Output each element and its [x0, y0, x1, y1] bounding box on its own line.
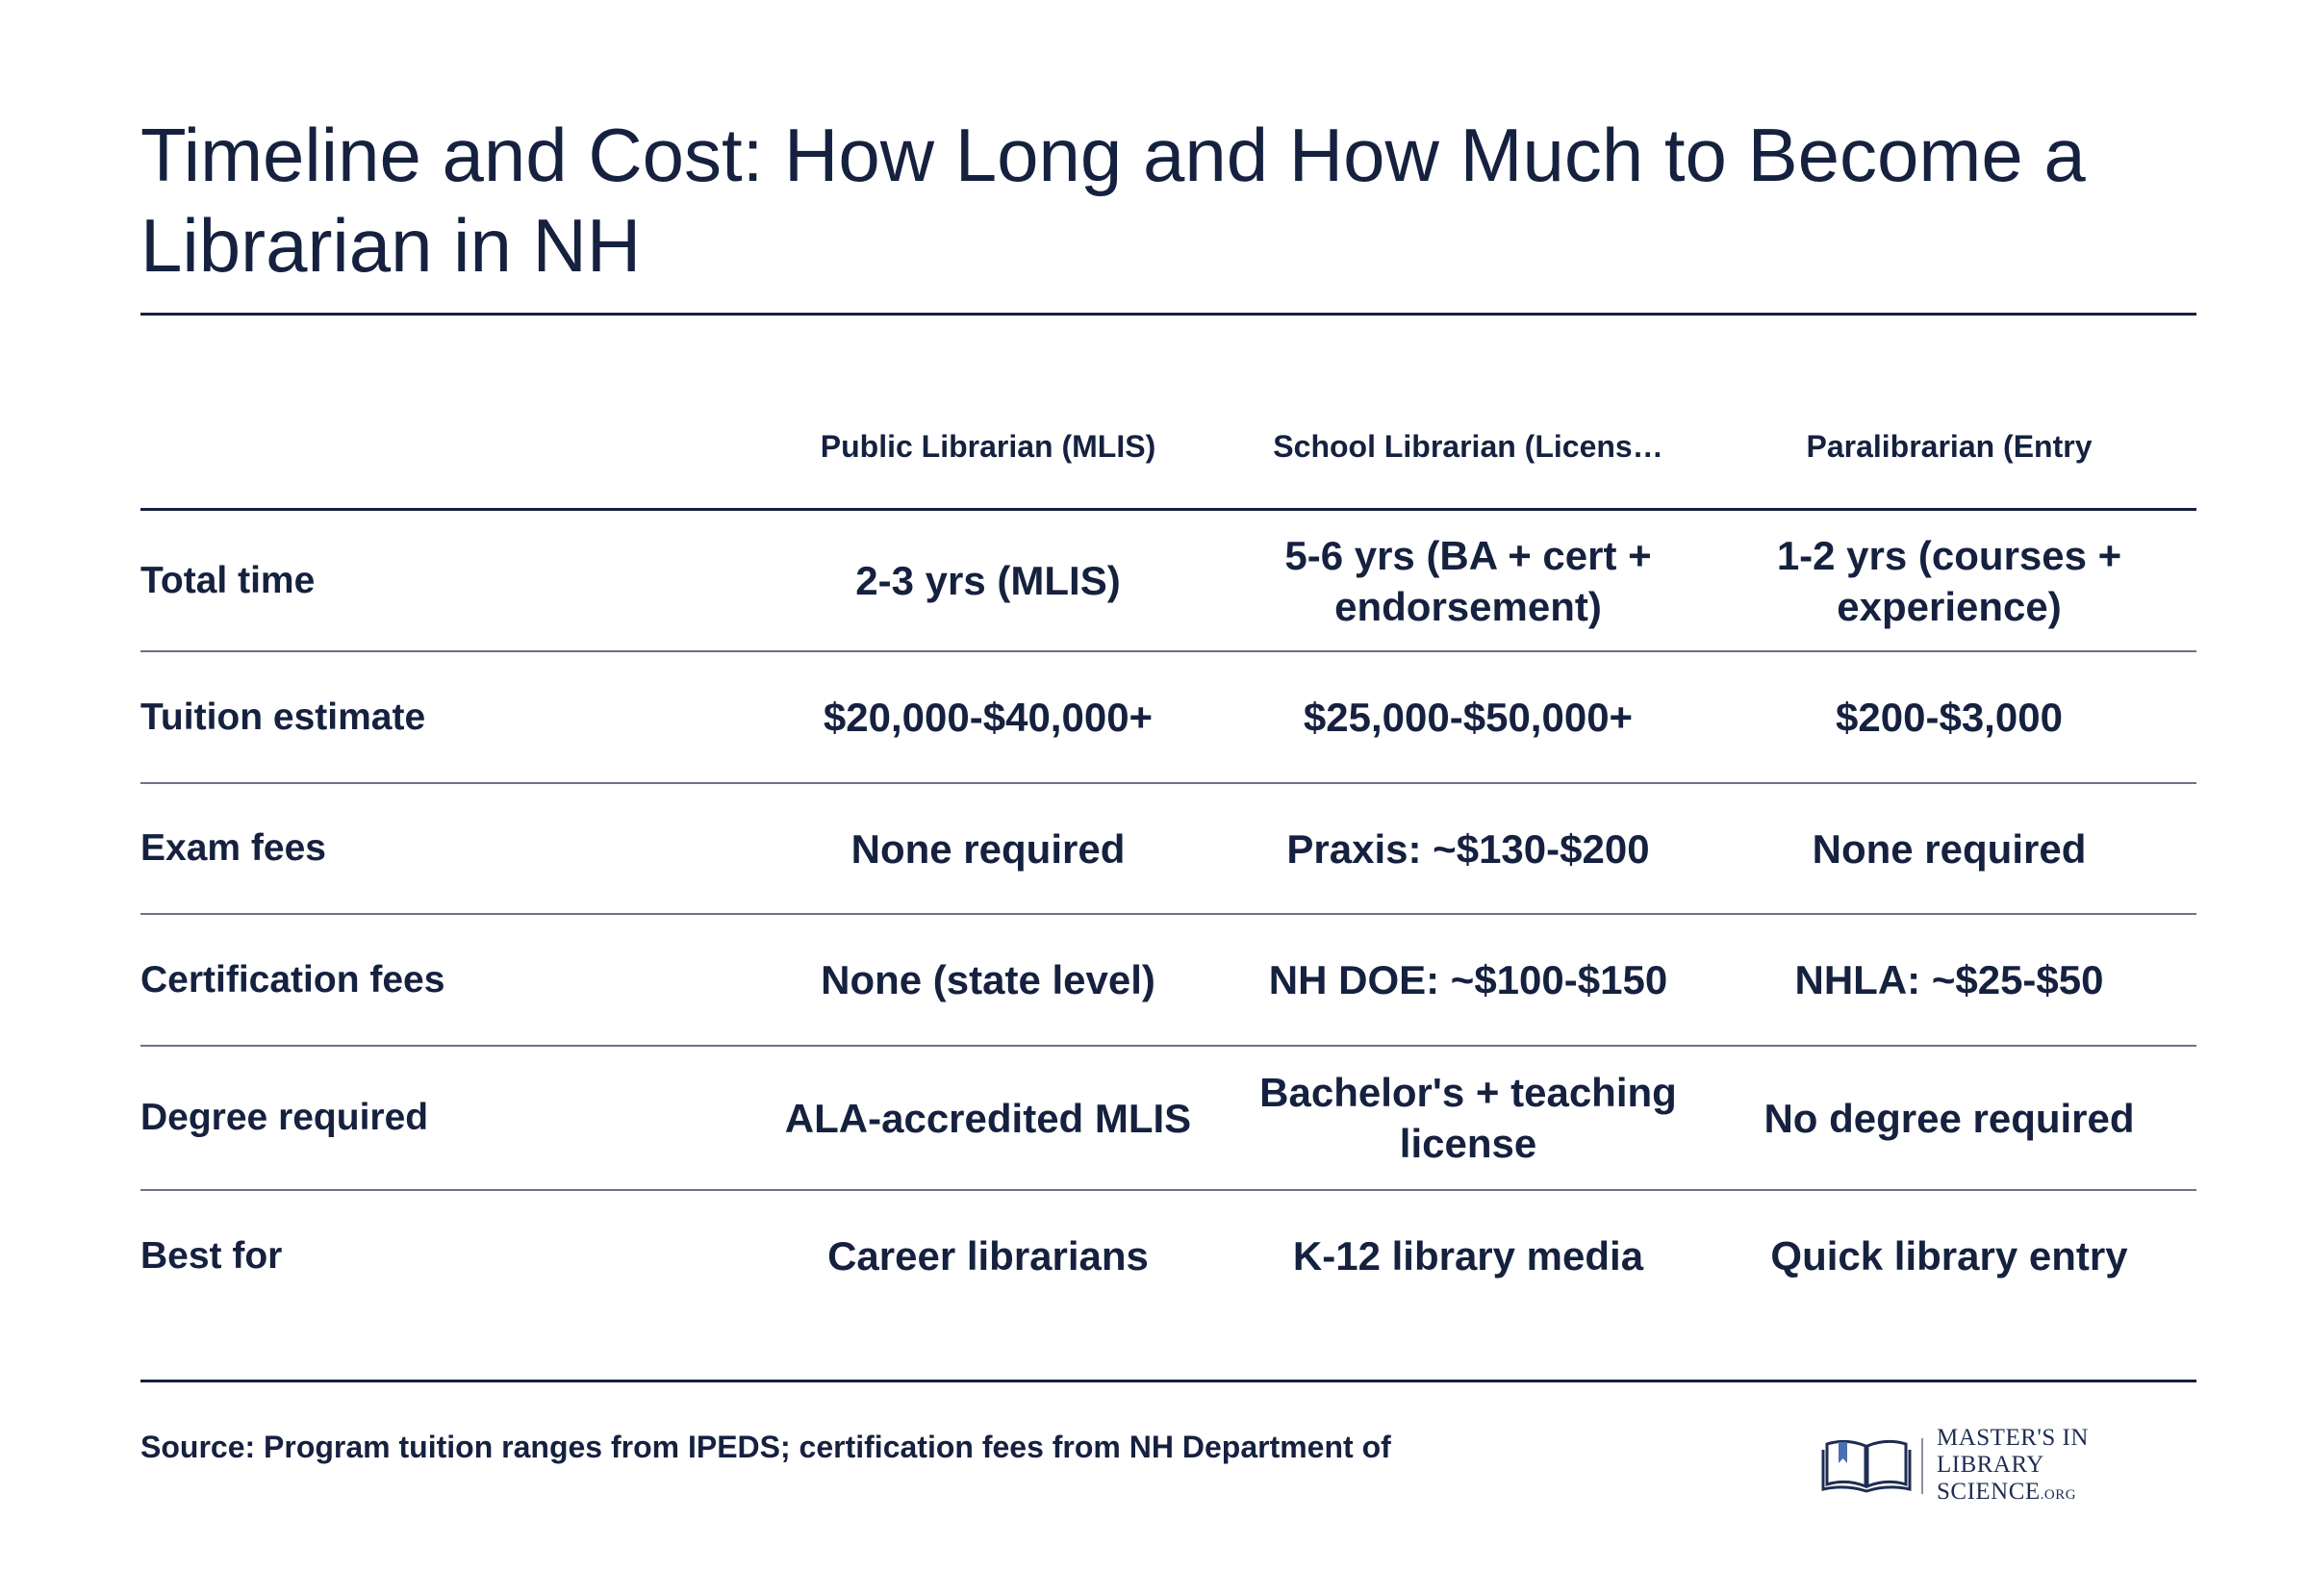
row-label: Best for: [140, 1234, 283, 1277]
table-cell: None required: [1812, 825, 2087, 872]
table-cell: $25,000-$50,000+: [1303, 695, 1634, 740]
footer-divider: [140, 1380, 2196, 1382]
row-label: Degree required: [140, 1097, 429, 1138]
row-label: Exam fees: [140, 827, 326, 869]
table-cell: Career librarians: [827, 1233, 1149, 1279]
table-row-best-for: [140, 1191, 2196, 1321]
row-label: Total time: [140, 559, 316, 601]
table-cell: Quick library entry: [1770, 1233, 2128, 1279]
title-divider: [140, 313, 2196, 316]
open-book-icon: [1821, 1434, 1912, 1499]
logo-line-1: MASTER'S IN: [1936, 1424, 2089, 1451]
table-row-total-time: [140, 511, 2196, 650]
table-cell: Praxis: ~$130-$200: [1286, 825, 1650, 872]
logo-line-2: LIBRARY SCIENCE: [1936, 1451, 2043, 1505]
table-cell: ALA-accredited MLIS: [784, 1095, 1192, 1141]
table-cell: None (state level): [821, 957, 1155, 1002]
table-cell: Bachelor's + teaching license: [1259, 1070, 1677, 1166]
source-note: Source: Program tuition ranges from IPEDS; certification fees from NH Department of: [140, 1430, 1391, 1464]
table-cell: No degree required: [1763, 1095, 2135, 1141]
logo-suffix: .ORG: [2040, 1486, 2077, 1503]
logo-text: [1937, 1425, 2187, 1508]
table-row-tuition-estimate: [140, 652, 2196, 782]
table-row-exam-fees: [140, 784, 2196, 913]
page-title: Timeline and Cost: How Long and How Much to Become a Librarian in NH: [140, 113, 2086, 288]
table-cell: K-12 library media: [1292, 1233, 1644, 1279]
table-cell: 1-2 yrs (courses + experience): [1776, 532, 2122, 629]
table-cell: None required: [850, 825, 1126, 872]
row-label: Certification fees: [140, 958, 445, 1001]
table-cell: $20,000-$40,000+: [823, 695, 1154, 740]
table-cell: 2-3 yrs (MLIS): [855, 558, 1121, 603]
site-logo: [1821, 1424, 2187, 1505]
logo-separator: [1921, 1438, 1923, 1494]
table-cell: $200-$3,000: [1836, 695, 2063, 740]
column-header-paralibrarian: Paralibrarian (Entry: [1806, 429, 2093, 464]
table-cell: NH DOE: ~$100-$150: [1268, 957, 1668, 1002]
table-row-degree-required: [140, 1047, 2196, 1189]
row-label: Tuition estimate: [140, 696, 426, 738]
table-cell: 5-6 yrs (BA + cert + endorsement): [1284, 532, 1652, 629]
table-cell: NHLA: ~$25-$50: [1794, 957, 2104, 1002]
column-header-public-librarian: Public Librarian (MLIS): [820, 429, 1156, 464]
table-row-certification-fees: [140, 915, 2196, 1045]
column-header-school-librarian: School Librarian (Licens…: [1273, 429, 1663, 464]
